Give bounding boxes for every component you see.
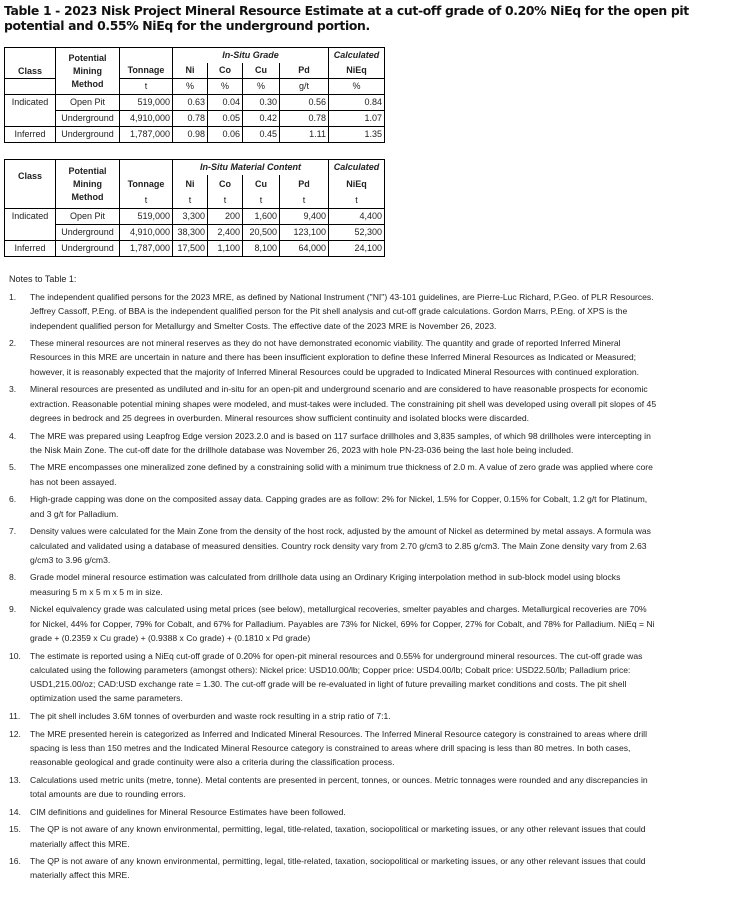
cell-method: Open Pit	[56, 95, 120, 111]
cell-method: Underground	[56, 241, 120, 257]
header-mining-method	[56, 48, 120, 95]
note-item	[9, 336, 659, 379]
unit-pd: t	[280, 193, 329, 209]
note-number: 10.	[9, 650, 21, 661]
note-text: Mineral resources are presented as undiluted and in-situ for an open-pit and underground scenario and are considered to have reasonable prospects for economic extraction. Reasonable potential mining shapes were modeled, and must-takes were included. The constraining pit shell was developed using overall pit slopes of 45 degrees in bedrock and 25 degrees in overburden. Mineral resources show sufficient continuity and isolated blocks were discarded.	[30, 384, 657, 423]
note-text: Nickel equivalency grade was calculated using metal prices (see below), metallurgical recoveries, smelter payables and charges. Metallurgical recoveries are 70% for Nickel, 44% for Copper, 79% for Cobalt, and 67% for Palladium. Payables are 73% for Nickel, 69% for Copper, 27% for Cobalt, and 78% for Palladium. NiEq = Ni grade + (0.2359 x Cu grade) + (0.9388 x Co grade) + (0.1810 x Pd grade)	[30, 604, 655, 643]
cell-ni: 0.78	[173, 111, 208, 127]
note-number: 11.	[9, 710, 21, 721]
note-item	[9, 460, 659, 489]
note-item	[9, 524, 659, 567]
header-class: Class	[5, 160, 56, 194]
unit-co: t	[208, 193, 243, 209]
note-number: 2.	[9, 338, 17, 349]
note-number: 7.	[9, 526, 17, 537]
header-pd: Pd	[280, 175, 329, 193]
note-number: 15.	[9, 824, 21, 835]
note-item	[9, 805, 659, 819]
header-cu: Cu	[243, 175, 280, 193]
header-method-line3: Method	[71, 78, 104, 89]
cell-tonnage: 519,000	[120, 209, 173, 225]
cell-nieq: 52,300	[329, 225, 385, 241]
cell-co: 1,100	[208, 241, 243, 257]
cell-ni: 0.63	[173, 95, 208, 111]
note-item	[9, 492, 659, 521]
cell-co: 2,400	[208, 225, 243, 241]
note-text: Density values were calculated for the Main Zone from the density of the host rock, adjusted by the amount of Nickel as determined by metal assays. A formula was calculated and validated using a database of measured densities. Country rock density vary from 2.70 g/cm3 to 2.85 g/cm3. The Main Zone density vary from 2.63 g/cm3 to 3.96 g/cm3.	[30, 526, 651, 565]
note-item	[9, 649, 659, 706]
header-method-line1: Potential	[68, 165, 107, 176]
cell-tonnage: 1,787,000	[120, 127, 173, 143]
content-table	[4, 159, 385, 257]
header-tonnage: Tonnage	[120, 175, 173, 193]
note-text: High-grade capping was done on the composited assay data. Capping grades are as follow: 2% for Nickel, 1.5% for Copper, 0.15% for Cobalt, 1.2 g/t for Platinum, and 3 g/t for Palladium.	[30, 494, 648, 519]
cell-co: 0.06	[208, 127, 243, 143]
table-row	[5, 209, 385, 225]
cell-method: Underground	[56, 225, 120, 241]
note-item	[9, 290, 659, 333]
header-mining-method	[56, 160, 120, 209]
table-row	[5, 95, 385, 111]
cell-pd: 0.56	[280, 95, 329, 111]
cell-pd: 1.11	[280, 127, 329, 143]
note-text: CIM definitions and guidelines for Mineral Resource Estimates have been followed.	[30, 806, 346, 817]
cell-tonnage: 4,910,000	[120, 225, 173, 241]
note-text: The MRE encompasses one mineralized zone defined by a constraining solid with a minimum true thickness of 2.0 m. A value of zero grade was applied where core has not been assayed.	[30, 462, 653, 487]
cell-cu: 0.30	[243, 95, 280, 111]
unit-tonnage: t	[120, 193, 173, 209]
cell-ni: 3,300	[173, 209, 208, 225]
header-ni: Ni	[173, 175, 208, 193]
cell-ni: 17,500	[173, 241, 208, 257]
cell-nieq: 1.35	[329, 127, 385, 143]
note-text: Grade model mineral resource estimation was calculated from drillhole data using an Ordinary Kriging interpolation method in sub-block model using blocks measuring 5 m x 5 m x 5 m in size.	[30, 572, 621, 597]
note-number: 12.	[9, 728, 21, 739]
note-text: The MRE presented herein is categorized as Inferred and Indicated Mineral Resources. The Inferred Mineral Resource category is constrained to areas where drill spacing is less than 150 metres and the Indicated Mineral Resource category is constrained to areas where drill spacing is less than 80 metres. In both cases, reasonable geological and grade continuity were also a criteria during the classification process.	[30, 728, 647, 768]
cell-co: 0.05	[208, 111, 243, 127]
note-text: The pit shell includes 3.6M tonnes of overburden and waste rock resulting in a strip ratio of 7:1.	[30, 710, 391, 721]
header-ni: Ni	[173, 63, 208, 79]
cell-cu: 0.42	[243, 111, 280, 127]
unit-cu: %	[243, 79, 280, 95]
cell-co: 200	[208, 209, 243, 225]
note-number: 1.	[9, 292, 17, 302]
note-number: 6.	[9, 494, 17, 505]
unit-ni: t	[173, 193, 208, 209]
cell-nieq: 4,400	[329, 209, 385, 225]
cell-nieq: 0.84	[329, 95, 385, 111]
note-text: The QP is not aware of any known environmental, permitting, legal, title-related, taxation, sociopolitical or marketing issues, or any other relevant issues that could materially affect this MRE.	[30, 856, 646, 881]
header-pd: Pd	[280, 63, 329, 79]
cell-pd: 123,100	[280, 225, 329, 241]
note-number: 16.	[9, 856, 21, 867]
note-text: The QP is not aware of any known environmental, permitting, legal, title-related, taxation, sociopolitical or marketing issues, or any other relevant issues that could materially affect this MRE.	[30, 824, 646, 849]
header-co: Co	[208, 175, 243, 193]
note-number: 3.	[9, 384, 17, 395]
note-item	[9, 429, 659, 458]
note-number: 5.	[9, 462, 17, 473]
cell-ni: 0.98	[173, 127, 208, 143]
note-number: 4.	[9, 430, 17, 441]
note-item	[9, 602, 659, 645]
note-text: The estimate is reported using a NiEq cut-off grade of 0.20% for open-pit mineral resources and 0.55% for underground mineral resources. The cut-off grade was calculated using the following parameters (amongst others): Nickel price: USD10.00/lb; Copper price: USD4.00/lb; Cobalt price: USD22.50/lb; Palladium price: USD1,215.00/oz; CAD:USD exchange rate = 1.30. The cut-off grade will be re-evaluated in light of future prevailing market conditions and costs. The pit shell optimization used the same parameters.	[30, 650, 643, 704]
note-item	[9, 822, 659, 851]
note-item	[9, 382, 659, 425]
table-row	[5, 241, 385, 257]
cell-class	[5, 111, 56, 127]
cell-cu: 0.45	[243, 127, 280, 143]
cell-co: 0.04	[208, 95, 243, 111]
cell-method: Underground	[56, 111, 120, 127]
cell-cu: 20,500	[243, 225, 280, 241]
header-co: Co	[208, 63, 243, 79]
note-number: 8.	[9, 572, 17, 583]
cell-ni: 38,300	[173, 225, 208, 241]
note-item	[9, 773, 659, 802]
table-title: Table 1 - 2023 Nisk Project Mineral Resource Estimate at a cut-off grade of 0.20% NiEq for the open pit potential and 0.55% NiEq for the underground portion.	[4, 3, 689, 33]
unit-nieq: t	[329, 193, 385, 209]
notes-list	[9, 290, 659, 886]
note-text: The MRE was prepared using Leapfrog Edge version 2023.2.0 and is based on 117 surface drillholes and 3,835 samples, of which 98 drillholes were intercepting in the Nisk Main Zone. The cut-off date for the drillhole database was November 26, 2023 with hole PN-23-036 being the last hole being included.	[30, 430, 651, 455]
header-class: Class	[5, 48, 56, 79]
header-calculated: Calculated	[329, 48, 385, 64]
header-group-in-situ-grade: In-Situ Grade	[173, 48, 329, 64]
note-item	[9, 727, 659, 770]
note-number: 14.	[9, 806, 21, 817]
cell-cu: 8,100	[243, 241, 280, 257]
cell-method: Open Pit	[56, 209, 120, 225]
unit-ni: %	[173, 79, 208, 95]
grade-table	[4, 47, 385, 143]
note-number: 13.	[9, 774, 21, 785]
note-item	[9, 709, 659, 723]
cell-cu: 1,600	[243, 209, 280, 225]
unit-cu: t	[243, 193, 280, 209]
cell-pd: 0.78	[280, 111, 329, 127]
note-number: 9.	[9, 604, 17, 615]
cell-class	[5, 225, 56, 241]
cell-class: Indicated	[5, 95, 56, 111]
header-nieq: NiEq	[329, 175, 385, 193]
header-method-line1: Potential	[68, 52, 107, 63]
header-method-line2: Mining	[73, 65, 102, 76]
cell-tonnage: 1,787,000	[120, 241, 173, 257]
cell-pd: 9,400	[280, 209, 329, 225]
table-row	[5, 127, 385, 143]
unit-co: %	[208, 79, 243, 95]
note-text: Calculations used metric units (metre, tonne). Metal contents are presented in percent, tonnes, or ounces. Metric tonnages were rounded and any discrepancies in total amounts are due to rounding errors.	[30, 774, 648, 800]
unit-nieq: %	[329, 79, 385, 95]
note-item	[9, 570, 659, 599]
note-text: These mineral resources are not mineral reserves as they do not have demonstrated economic viability. The quantity and grade of reported Inferred Mineral Resources in this MRE are uncertain in nature and there has been insufficient exploration to define these Inferred Mineral Resources as Indicated or Measured; however, it is reasonably expected that the majority of Inferred Mineral Resources could be upgraded to Indicated Mineral Resources with continued exploration.	[30, 338, 640, 377]
header-method-line2: Mining	[73, 178, 102, 189]
cell-tonnage: 4,910,000	[120, 111, 173, 127]
header-method-line3: Method	[71, 191, 104, 202]
unit-tonnage: t	[120, 79, 173, 95]
cell-class: Indicated	[5, 209, 56, 225]
cell-nieq: 24,100	[329, 241, 385, 257]
table-row	[5, 225, 385, 241]
note-text: The independent qualified persons for the 2023 MRE, as defined by National Instrument ("NI") 43-101 guidelines, are Pierre-Luc Richard, P.Geo. of PLR Resources. Jeffrey Cassoff, P.Eng. of BBA is the independent qualified person for the Pit shell analysis and cut-off grade calculations. Gordon Marrs, P.Eng. of XPS is the independent qualified person for Metallurgy and Smelter Costs. The effective date of the 2023 MRE is November 26, 2023.	[30, 292, 654, 331]
table-row	[5, 111, 385, 127]
note-item	[9, 854, 659, 883]
header-tonnage: Tonnage	[120, 63, 173, 79]
cell-tonnage: 519,000	[120, 95, 173, 111]
unit-pd: g/t	[280, 79, 329, 95]
header-calculated: Calculated	[329, 160, 385, 176]
header-nieq: NiEq	[329, 63, 385, 79]
notes-heading: Notes to Table 1:	[9, 274, 77, 284]
cell-method: Underground	[56, 127, 120, 143]
header-group-in-situ-material-content: In-Situ Material Content	[173, 160, 329, 176]
cell-pd: 64,000	[280, 241, 329, 257]
cell-nieq: 1.07	[329, 111, 385, 127]
cell-class: Inferred	[5, 127, 56, 143]
cell-class: Inferred	[5, 241, 56, 257]
header-cu: Cu	[243, 63, 280, 79]
